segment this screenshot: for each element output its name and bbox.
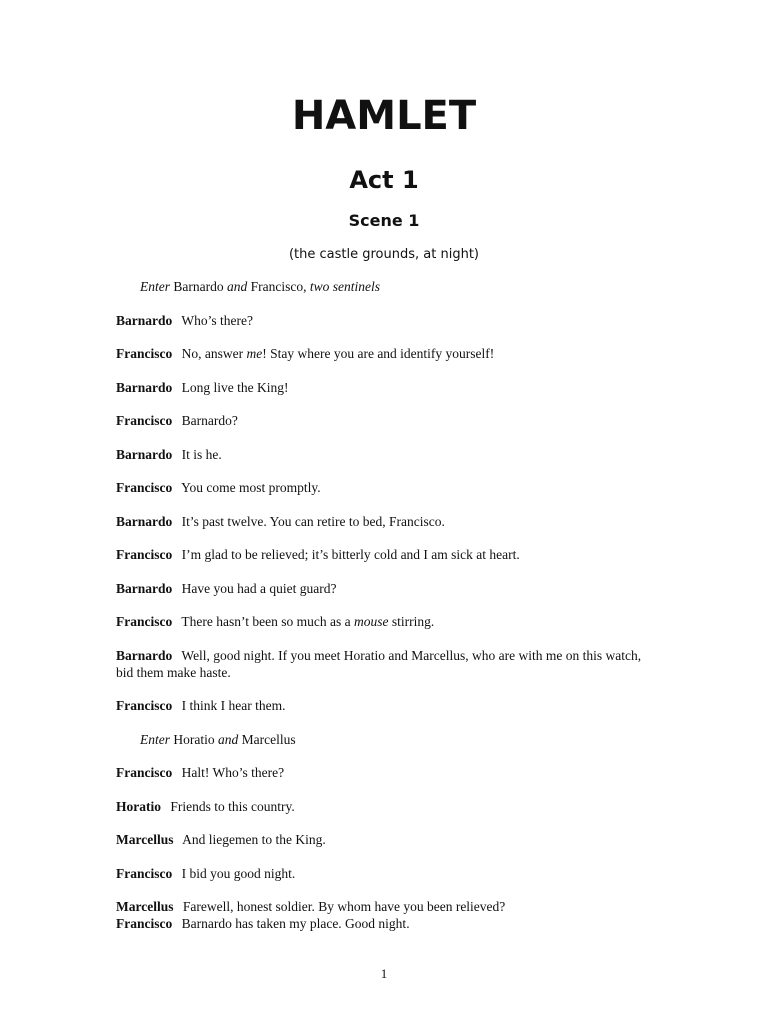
dialogue-line — [116, 446, 656, 463]
stage-name: Francisco, — [247, 279, 310, 294]
dialogue-line — [116, 479, 656, 496]
dialogue-line — [116, 865, 656, 882]
script-body — [116, 278, 656, 932]
speaker-name: Francisco — [116, 413, 173, 428]
scene-heading: Scene 1 — [348, 211, 420, 230]
line-text: Farewell, honest soldier. By whom have you been relieved? — [182, 899, 506, 914]
line-text: It’s past twelve. You can retire to bed, Francisco. — [181, 513, 445, 529]
dialogue-line — [116, 580, 656, 597]
speaker-name: Francisco — [116, 916, 173, 931]
speaker-name: Barnardo — [116, 379, 173, 395]
dialogue-line — [116, 613, 656, 630]
speaker-name: Horatio — [116, 798, 161, 814]
stage-enter: Enter — [140, 279, 170, 294]
stage-direction — [140, 731, 656, 748]
line-text: You come most promptly. — [181, 480, 321, 495]
stage-direction — [140, 278, 656, 295]
page-number: 1 — [380, 966, 388, 981]
speaker-name: Barnardo — [116, 513, 173, 529]
dialogue-line — [116, 546, 656, 563]
speaker-name: Marcellus — [116, 832, 174, 847]
speaker-name: Francisco — [116, 480, 173, 495]
line-text: Long live the King! — [181, 379, 289, 395]
act-heading: Act 1 — [349, 166, 419, 194]
speaker-name: Francisco — [116, 698, 173, 713]
line-text: And liegemen to the King. — [182, 832, 326, 847]
dialogue-line — [116, 898, 656, 915]
line-emphasis: me — [246, 346, 263, 361]
speaker-name: Barnardo — [116, 580, 173, 596]
stage-and: and — [218, 731, 239, 747]
dialogue-line — [116, 831, 656, 848]
stage-enter: Enter — [140, 731, 170, 747]
line-text: No, answer — [181, 346, 247, 361]
speaker-name: Francisco — [116, 614, 173, 629]
line-text: Barnardo? — [181, 413, 238, 428]
dialogue-line — [116, 379, 656, 396]
speaker-name: Francisco — [116, 346, 173, 361]
speaker-name: Barnardo — [116, 312, 173, 328]
stage-name: Marcellus — [238, 731, 296, 747]
line-text: Who’s there? — [181, 312, 253, 328]
line-text: Well, good night. If you meet Horatio and Marcellus, who are with me on this watch, bid them make haste. — [116, 647, 642, 680]
speaker-name: Francisco — [116, 765, 173, 780]
stage-name: Barnardo — [170, 279, 227, 294]
line-text: ! Stay where you are and identify yourself! — [262, 346, 495, 361]
line-emphasis: mouse — [353, 614, 389, 629]
dialogue-line — [116, 513, 656, 530]
play-title: HAMLET — [291, 93, 477, 139]
speaker-name: Barnardo — [116, 647, 173, 663]
speaker-name: Francisco — [116, 865, 173, 881]
stage-name: Horatio — [170, 731, 218, 747]
dialogue-line — [116, 764, 656, 781]
dialogue-line — [116, 345, 656, 362]
line-text: I bid you good night. — [181, 865, 296, 881]
line-text: stirring. — [388, 614, 435, 629]
stage-desc: two sentinels — [309, 279, 380, 294]
dialogue-line — [116, 647, 656, 681]
dialogue-line — [116, 412, 656, 429]
line-text: Friends to this country. — [170, 798, 295, 814]
speaker-name: Marcellus — [116, 899, 174, 914]
dialogue-line — [116, 915, 656, 932]
line-text: There hasn’t been so much as a — [181, 614, 354, 629]
dialogue-line — [116, 798, 656, 815]
dialogue-line — [116, 312, 656, 329]
dialogue-line — [116, 697, 656, 714]
line-text: Barnardo has taken my place. Good night. — [181, 916, 410, 931]
speaker-name: Barnardo — [116, 446, 173, 462]
line-text: Halt! Who’s there? — [181, 765, 285, 780]
line-text: I’m glad to be relieved; it’s bitterly cold and I am sick at heart. — [181, 547, 520, 562]
line-text: It is he. — [181, 446, 222, 462]
line-text: Have you had a quiet guard? — [181, 580, 337, 596]
line-text: I think I hear them. — [181, 698, 286, 713]
speaker-name: Francisco — [116, 547, 173, 562]
stage-and: and — [226, 279, 248, 294]
scene-setting: (the castle grounds, at night) — [288, 247, 479, 262]
